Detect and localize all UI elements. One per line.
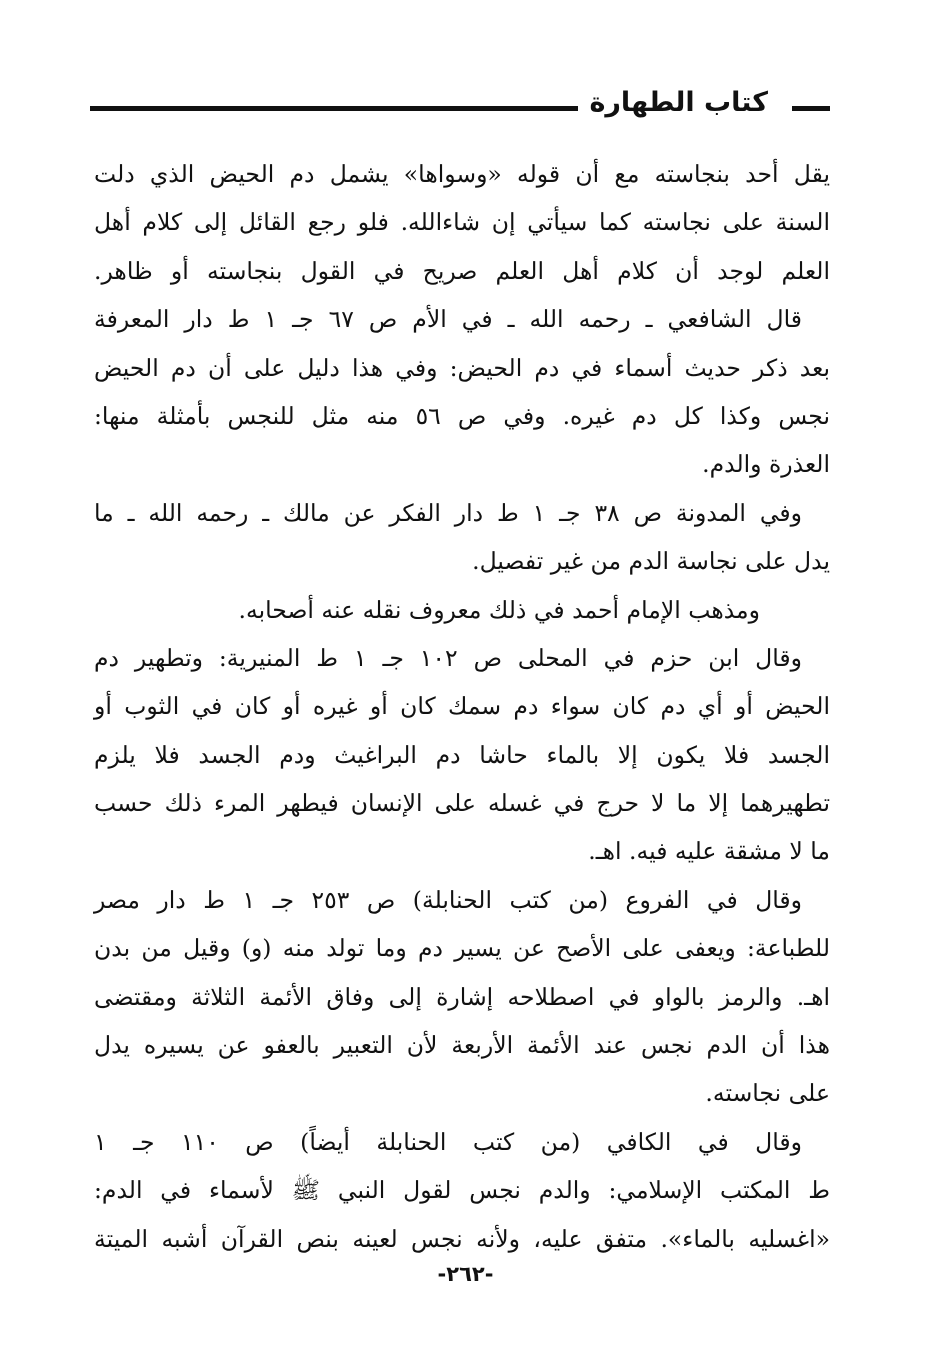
text-line-3: العلم لوجد أن كلام أهل العلم صريح في القول بنجاسته أو ظاهر. bbox=[94, 256, 830, 285]
body-text bbox=[94, 150, 830, 1263]
text-line-23: «اغسليه بالماء». متفق عليه، ولأنه نجس لعينه بنص القرآن أشبه الميتة bbox=[94, 1224, 830, 1253]
text-line-1: يقل أحد بنجاسته مع أن قوله «وسواها» يشمل دم الحيض الذي دلت bbox=[94, 160, 830, 188]
text-line-22: ط المكتب الإسلامي: والدم نجس لقول النبي ﷺ لأسماء في الدم: bbox=[94, 1176, 830, 1205]
text-line-5: بعد ذكر حديث أسماء في دم الحيض: وفي هذا دليل على أن دم الحيض bbox=[94, 353, 830, 382]
text-line-10: ومذهب الإمام أحمد في ذلك معروف نقله عنه أصحابه. bbox=[238, 595, 760, 624]
text-line-8: وفي المدونة ص ٣٨ جـ ١ ط دار الفكر عن مالك ـ رحمه الله ـ ما bbox=[94, 498, 802, 527]
text-line-20: على نجاسته. bbox=[705, 1079, 830, 1108]
text-line-6: نجس وكذا كل دم غيره. وفي ص ٥٦ منه مثل للنجس بأمثلة منها: bbox=[94, 401, 830, 430]
header-rule bbox=[90, 106, 578, 111]
text-line-16: وقال في الفروع (من كتب الحنابلة) ص ٢٥٣ جـ ١ ط دار مصر bbox=[94, 885, 803, 914]
text-line-21: وقال في الكافي (من كتب الحنابلة أيضاً) ص ١١٠ جـ ١ bbox=[94, 1127, 802, 1156]
text-line-15: ما لا مشقة عليه فيه. اهـ. bbox=[588, 837, 830, 866]
text-line-9: يدل على نجاسة الدم من غير تفصيل. bbox=[472, 547, 830, 576]
header-title: كتاب الطهارة bbox=[589, 87, 768, 118]
text-line-4: قال الشافعي ـ رحمه الله ـ في الأم ص ٦٧ جـ ١ ط دار المعرفة bbox=[94, 305, 802, 334]
running-header bbox=[90, 86, 830, 122]
page-number: -٢٦٢- bbox=[437, 1262, 494, 1286]
text-line-14: تطهيرهما إلا ما لا حرج في غسله على الإنسان فيطهر المرء ذلك حسب bbox=[94, 789, 830, 818]
header-dash bbox=[792, 106, 830, 111]
text-line-13: الجسد فلا يكون إلا بالماء حاشا دم البراغيث ودم الجسد فلا يلزم bbox=[94, 740, 830, 769]
text-line-12: الحيض أو أي دم كان سواء دم سمك كان أو غيره أو كان في الثوب أو bbox=[94, 692, 830, 721]
text-line-18: اهـ. والرمز بالواو في اصطلاحه إشارة إلى وفاق الأئمة الثلاثة ومقتضى bbox=[94, 982, 830, 1011]
text-line-7: العذرة والدم. bbox=[702, 450, 830, 479]
text-line-19: هذا أن الدم نجس عند الأئمة الأربعة لأن التعبير بالعفو عن يسيره يدل bbox=[94, 1031, 830, 1060]
text-line-17: للطباعة: ويعفى على الأصح عن يسير دم وما تولد منه (و) وقيل من بدن bbox=[94, 934, 830, 963]
text-line-11: وقال ابن حزم في المحلى ص ١٠٢ جـ ١ ط المنيرية: وتطهير دم bbox=[94, 643, 802, 672]
text-line-2: السنة على نجاسته كما سيأتي إن شاءالله. فلو رجع القائل إلى كلام أهل bbox=[94, 208, 830, 237]
